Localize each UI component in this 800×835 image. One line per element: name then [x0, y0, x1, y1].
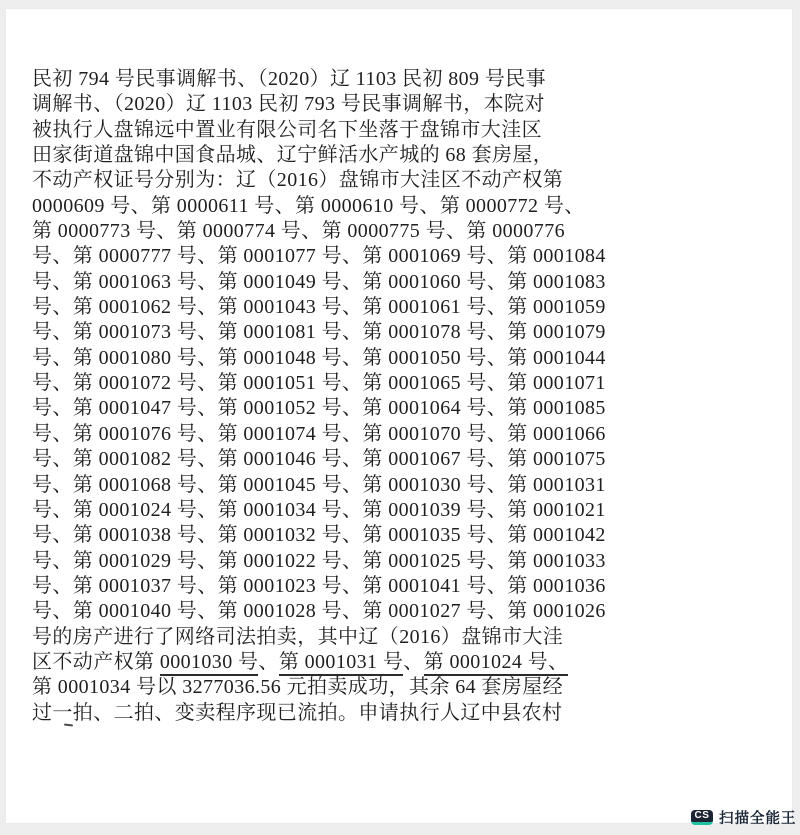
text-line: 号、第 0001072 号、第 0001051 号、第 0001065 号、第 0001071 [32, 372, 606, 395]
text-line: 号、第 0001024 号、第 0001034 号、第 0001039 号、第 0001021 [32, 498, 606, 521]
camscanner-watermark-label: 扫描全能王 [719, 810, 797, 827]
pen-underlined-number: 0001030 号 [160, 651, 259, 676]
text-line: 号、第 0001063 号、第 0001049 号、第 0001060 号、第 0001083 [32, 270, 606, 293]
text-line: 号、第 0001037 号、第 0001023 号、第 0001041 号、第 0001036 [32, 574, 606, 597]
text-line: 调解书、（2020）辽 1103 民初 793 号民事调解书，本院对 [32, 93, 545, 116]
text-line: 号、第 0001062 号、第 0001043 号、第 0001061 号、第 0001059 [32, 296, 606, 319]
document-page [6, 9, 797, 827]
pen-mark [64, 723, 73, 726]
text-line: 被执行人盘锦远中置业有限公司名下坐落于盘锦市大洼区 [32, 118, 542, 141]
text-segment: 区不动产权第 [32, 650, 160, 673]
text-line: 号、第 0001047 号、第 0001052 号、第 0001064 号、第 0001085 [32, 397, 606, 420]
text-line: 号、第 0001068 号、第 0001045 号、第 0001030 号、第 0001031 [32, 473, 606, 496]
text-line: 过一拍、二拍、变卖程序现已流拍。申请执行人辽中县农村 [32, 701, 563, 724]
text-line: 民初 794 号民事调解书、（2020）辽 1103 民初 809 号民事 [32, 68, 547, 90]
text-line: 号的房产进行了网络司法拍卖，其中辽（2016）盘锦市大洼 [32, 625, 564, 648]
text-line [32, 650, 612, 675]
text-line: 田家街道盘锦中国食品城、辽宁鲜活水产城的 68 套房屋， [32, 144, 554, 167]
pen-underlined-number: 第 0001024 号、 [424, 651, 569, 676]
pen-underlined-number: 第 0001031 号 [279, 651, 403, 676]
text-line: 号、第 0001029 号、第 0001022 号、第 0001025 号、第 0001033 [32, 549, 606, 572]
text-line: 号、第 0001038 号、第 0001032 号、第 0001035 号、第 0001042 [32, 524, 606, 547]
text-line: 第 0000773 号、第 0000774 号、第 0000775 号、第 0000776 [32, 220, 565, 243]
text-line: 不动产权证号分别为：辽（2016）盘锦市大洼区不动产权第 [32, 169, 564, 192]
text-line: 号、第 0001080 号、第 0001048 号、第 0001050 号、第 0001044 [32, 346, 606, 369]
document-text [32, 67, 612, 726]
text-line: 号、第 0001040 号、第 0001028 号、第 0001027 号、第 0001026 [32, 600, 606, 623]
text-line: 号、第 0001082 号、第 0001046 号、第 0001067 号、第 0001075 [32, 448, 606, 471]
text-line: 号、第 0001076 号、第 0001074 号、第 0001070 号、第 0001066 [32, 422, 606, 445]
camscanner-watermark [691, 809, 797, 825]
text-line: 0000609 号、第 0000611 号、第 0000610 号、第 0000772 号、 [32, 194, 585, 217]
text-line: 第 0001034 号以 3277036.56 元拍卖成功，其余 64 套房屋经 [32, 676, 563, 699]
camscanner-logo-icon: CS [691, 810, 713, 825]
text-line: 号、第 0001073 号、第 0001081 号、第 0001078 号、第 0001079 [32, 321, 606, 344]
text-segment: 、 [403, 650, 424, 673]
text-segment: 、 [258, 650, 279, 673]
text-line: 号、第 0000777 号、第 0001077 号、第 0001069 号、第 0001084 [32, 245, 606, 268]
